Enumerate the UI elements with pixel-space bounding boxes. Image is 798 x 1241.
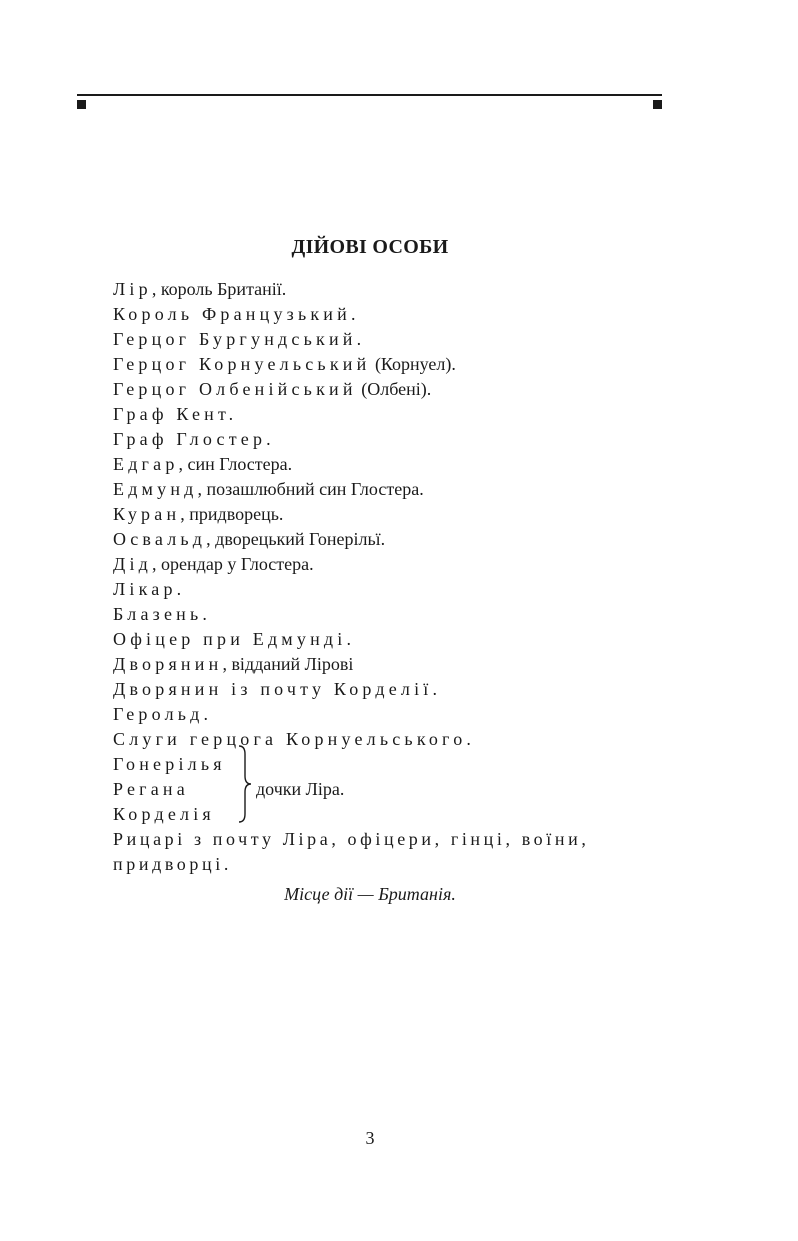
character-duke-of-burgundy: Герцог Бургундський. xyxy=(113,329,366,349)
character-duke-of-albany: Герцог Олбенійський (Олбені). xyxy=(113,379,432,399)
character-gentleman-cordelia: Дворянин із почту Корделії. xyxy=(113,679,442,699)
character-fool: Блазень. xyxy=(113,604,212,624)
daughter-cordelia: Корделія xyxy=(113,804,215,824)
page-title: ДІЙОВІ ОСОБИ xyxy=(291,236,449,258)
header-rule xyxy=(77,94,662,96)
closing-line-2: придворці. xyxy=(113,854,232,874)
curly-brace-icon xyxy=(237,744,253,824)
character-curan: Куран, придворець. xyxy=(113,504,284,524)
character-earl-of-kent: Граф Кент. xyxy=(113,404,238,424)
closing-line-1: Рицарі з почту Ліра, офіцери, гінці, воїни, xyxy=(113,829,590,849)
daughters-label: дочки Ліра. xyxy=(256,779,345,799)
daughter-goneril: Гонерілья xyxy=(113,754,226,774)
character-old-man: Дід, орендар у Глостера. xyxy=(113,554,314,574)
daughters-group xyxy=(113,752,653,827)
character-servants: Слуги герцога Корнуельського. xyxy=(113,729,476,749)
character-edmund: Едмунд, позашлюбний син Глостера. xyxy=(113,479,424,499)
character-gentleman-lear: Дворянин, відданий Лірові xyxy=(113,654,354,674)
character-king-of-france: Король Французький. xyxy=(113,304,360,324)
character-earl-of-gloucester: Граф Глостер. xyxy=(113,429,275,449)
character-duke-of-cornwall: Герцог Корнуельський (Корнуел). xyxy=(113,354,456,374)
character-list xyxy=(113,277,653,877)
place-of-action: Місце дії — Британія. xyxy=(284,884,456,904)
character-oswald: Освальд, дворецький Гонерільї. xyxy=(113,529,386,549)
corner-mark-right xyxy=(653,100,662,109)
character-edgar: Едгар, син Глостера. xyxy=(113,454,293,474)
daughter-regan: Регана xyxy=(113,779,189,799)
character-herald: Герольд. xyxy=(113,704,213,724)
character-doctor: Лікар. xyxy=(113,579,186,599)
page-number: 3 xyxy=(365,1128,375,1148)
character-lear: Лір, король Британії. xyxy=(113,279,287,299)
corner-mark-left xyxy=(77,100,86,109)
character-officer: Офіцер при Едмунді. xyxy=(113,629,356,649)
